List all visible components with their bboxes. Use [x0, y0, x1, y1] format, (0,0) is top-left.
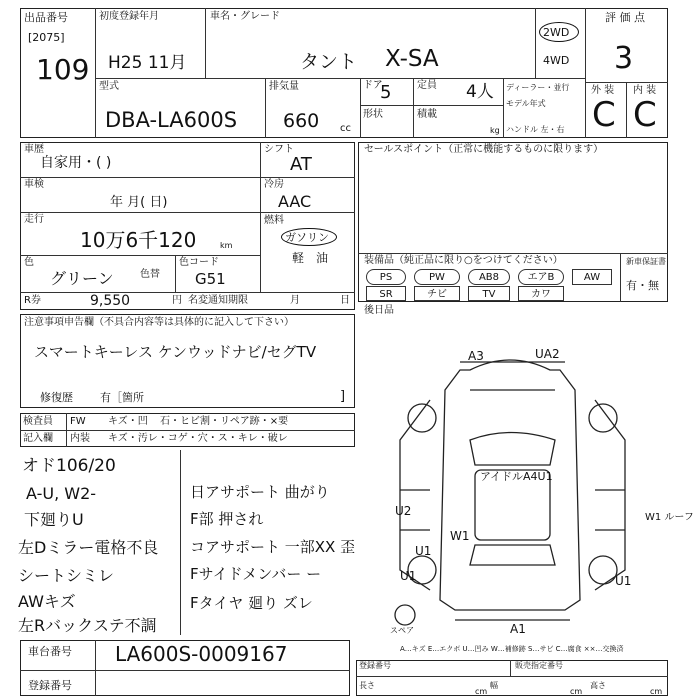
- equip-aw: AW: [572, 269, 612, 285]
- equip-airbag: エアB: [518, 269, 564, 285]
- r-ticket-value: 9,550: [90, 293, 131, 309]
- inspection-value: 年 月( 日): [110, 195, 168, 210]
- first-reg-label: 初度登録年月: [99, 11, 159, 22]
- mark-spare: スペア: [390, 626, 414, 635]
- mileage-value: 10万6千120: [80, 228, 197, 252]
- repair-close: ]: [340, 389, 346, 404]
- r-ticket-label: R券: [24, 295, 41, 306]
- hw-left-2: A-U, W2-: [26, 484, 97, 503]
- mark-interior: アイドルA4U1: [480, 470, 553, 483]
- shift-value: AT: [290, 154, 312, 175]
- drive-4wd: 4WD: [543, 54, 570, 67]
- hw-left-7: 左Rバックステ不調: [18, 616, 157, 635]
- displacement-unit: cc: [340, 123, 351, 134]
- mark-a1: A1: [510, 622, 526, 636]
- load-unit: kg: [490, 126, 500, 135]
- equip-navi: チビ: [414, 286, 460, 301]
- lot-number: 109: [36, 53, 90, 86]
- lot-no-label: 出品番号: [24, 11, 68, 24]
- hw-right-5: Fタイヤ 廻り ズレ: [190, 594, 313, 612]
- fuel-options: ガソリン: [285, 231, 329, 244]
- notes-label: 注意事項申告欄（不具合内容等は具体的に記入して下さい）: [24, 317, 294, 328]
- mileage-label: 走行: [24, 214, 44, 225]
- door-value: 5: [380, 82, 392, 103]
- month-label: 月: [290, 295, 300, 306]
- equipment-label: 装備品（純正品に限り○をつけてください）: [364, 255, 563, 266]
- color-label: 色: [24, 257, 34, 268]
- mileage-unit: km: [220, 241, 233, 250]
- mark-u1-b: U1: [615, 574, 632, 588]
- shift-label: シフト: [264, 144, 294, 155]
- car-grade: X-SA: [385, 46, 439, 72]
- interior-grade: C: [633, 95, 657, 135]
- usage-options: 自家用・( ): [40, 155, 112, 171]
- warranty-label: 新車保証書: [626, 257, 666, 266]
- hw-right-3: コアサポート 一部XX 歪: [190, 538, 356, 556]
- door-label: ドア: [363, 80, 383, 91]
- length-label: 長さ: [359, 681, 375, 690]
- model-label: 型式: [99, 81, 119, 92]
- inspector-label-1: 検査員: [23, 416, 53, 427]
- inspector-label-2: 記入欄: [23, 433, 53, 444]
- hw-left-3: 下廻りU: [24, 510, 84, 529]
- color-code-value: G51: [195, 270, 226, 288]
- inspection-label: 車検: [24, 179, 44, 190]
- equipment-row-1: [366, 269, 616, 285]
- color-no-label: 色替: [140, 269, 160, 280]
- dealer-ref-label: 販売指定番号: [515, 661, 563, 670]
- color-value: グリーン: [50, 269, 114, 288]
- ac-label: 冷房: [264, 179, 284, 190]
- eval-label: 評 価 点: [605, 11, 645, 24]
- carname-label: 車名・グレード: [210, 11, 280, 22]
- mark-w1-roof: W1 ルーフ: [645, 512, 694, 523]
- height-label: 高さ: [590, 681, 606, 690]
- equipment-row-2: [366, 286, 616, 301]
- chassis-label: 車台番号: [28, 645, 72, 658]
- warranty-value: 有・無: [626, 279, 659, 292]
- displacement-label: 排気量: [269, 81, 299, 92]
- capacity-label: 定員: [417, 80, 437, 91]
- inspector-r2-c2: キズ・汚レ・コゲ・穴・ス・キレ・破レ: [108, 433, 288, 444]
- mark-u1-a: U1: [400, 569, 417, 583]
- r-ticket-unit: 円: [172, 295, 182, 306]
- hw-right-2: F部 押され: [190, 510, 264, 528]
- handle-label: ハンドル 左・右: [506, 125, 565, 134]
- lot-ref: [2075]: [28, 31, 65, 44]
- hw-left-5: シートシミレ: [18, 566, 115, 585]
- eval-score: 3: [614, 41, 634, 76]
- damage-legend: A…キズ E…エクボ U…凹み W…補修跡 S…サビ C…腐食 ××…交換済: [400, 645, 624, 653]
- shape-label: 形状: [363, 109, 383, 120]
- first-reg-value: H25 11月: [108, 53, 187, 73]
- car-name: タント: [300, 51, 358, 73]
- hw-right-1: 日アサポート 曲がり: [190, 483, 330, 501]
- dealer-label: ディーラー・並行: [506, 83, 570, 92]
- inspector-r1-c3: 石・ヒビ割・リペア跡・×要: [160, 416, 289, 427]
- mark-u2: U2: [395, 504, 412, 518]
- mark-w1: W1: [450, 529, 470, 543]
- footer-ref-frame: [356, 660, 668, 696]
- height-unit: cm: [650, 687, 663, 696]
- load-label: 積載: [417, 109, 437, 120]
- hw-left-6: AWキズ: [18, 592, 76, 611]
- car-damage-diagram: [360, 330, 695, 645]
- hw-left-1: オド106/20: [22, 456, 116, 476]
- displacement-value: 660: [283, 110, 320, 132]
- interior-label: 内 装: [633, 85, 657, 96]
- name-change-label: 名変通知期限: [188, 295, 248, 306]
- day-label: 日: [340, 295, 350, 306]
- hw-left-4: 左Dミラー電格不良: [18, 538, 159, 557]
- mark-u1-c: U1: [415, 544, 432, 558]
- equip-leather: カワ: [518, 286, 564, 301]
- equip-tv: TV: [468, 286, 510, 301]
- ac-value: AAC: [278, 192, 312, 211]
- model-year-label: モデル年式: [506, 99, 546, 108]
- inspector-r1-c1: FW: [70, 416, 86, 427]
- after-date-label: 後日品: [364, 305, 394, 316]
- reg-office-label: 登録番号: [359, 661, 391, 670]
- inspector-r1-c2: キズ・凹: [108, 416, 148, 427]
- equip-pw: PW: [414, 269, 460, 285]
- notes-text: スマートキーレス ケンウッドナビ/セグTV: [34, 343, 317, 361]
- length-unit: cm: [475, 687, 488, 696]
- fuel-light: 軽 油: [292, 251, 329, 265]
- equip-sr: SR: [366, 286, 406, 301]
- drive-2wd-circle: [539, 22, 579, 42]
- equip-ps: PS: [366, 269, 406, 285]
- repair-value: 有［箇所: [100, 391, 144, 404]
- equip-ab: AB8: [468, 269, 510, 285]
- drive-2wd: 2WD: [543, 26, 570, 39]
- sales-point-label: セールスポイント（正常に機能するものに限ります）: [364, 144, 604, 155]
- width-label: 幅: [490, 681, 498, 690]
- capacity-value: 4人: [466, 82, 494, 102]
- mark-ua2: UA2: [535, 347, 560, 361]
- inspector-r2-c1: 内装: [70, 433, 90, 444]
- model-value: DBA-LA600S: [105, 108, 238, 132]
- usage-label: 車歴: [24, 144, 44, 155]
- exterior-label: 外 装: [591, 85, 615, 96]
- exterior-grade: C: [592, 95, 616, 135]
- chassis-value: LA600S-0009167: [115, 642, 288, 666]
- repair-label: 修復歴: [40, 391, 73, 404]
- fuel-circle: [281, 228, 337, 246]
- fuel-label: 燃料: [264, 215, 284, 226]
- reg-label: 登録番号: [28, 679, 72, 692]
- hw-right-4: Fサイドメンバー ー: [190, 565, 322, 583]
- color-code-label: 色コード: [179, 257, 219, 268]
- width-unit: cm: [570, 687, 583, 696]
- mark-a3: A3: [468, 349, 484, 363]
